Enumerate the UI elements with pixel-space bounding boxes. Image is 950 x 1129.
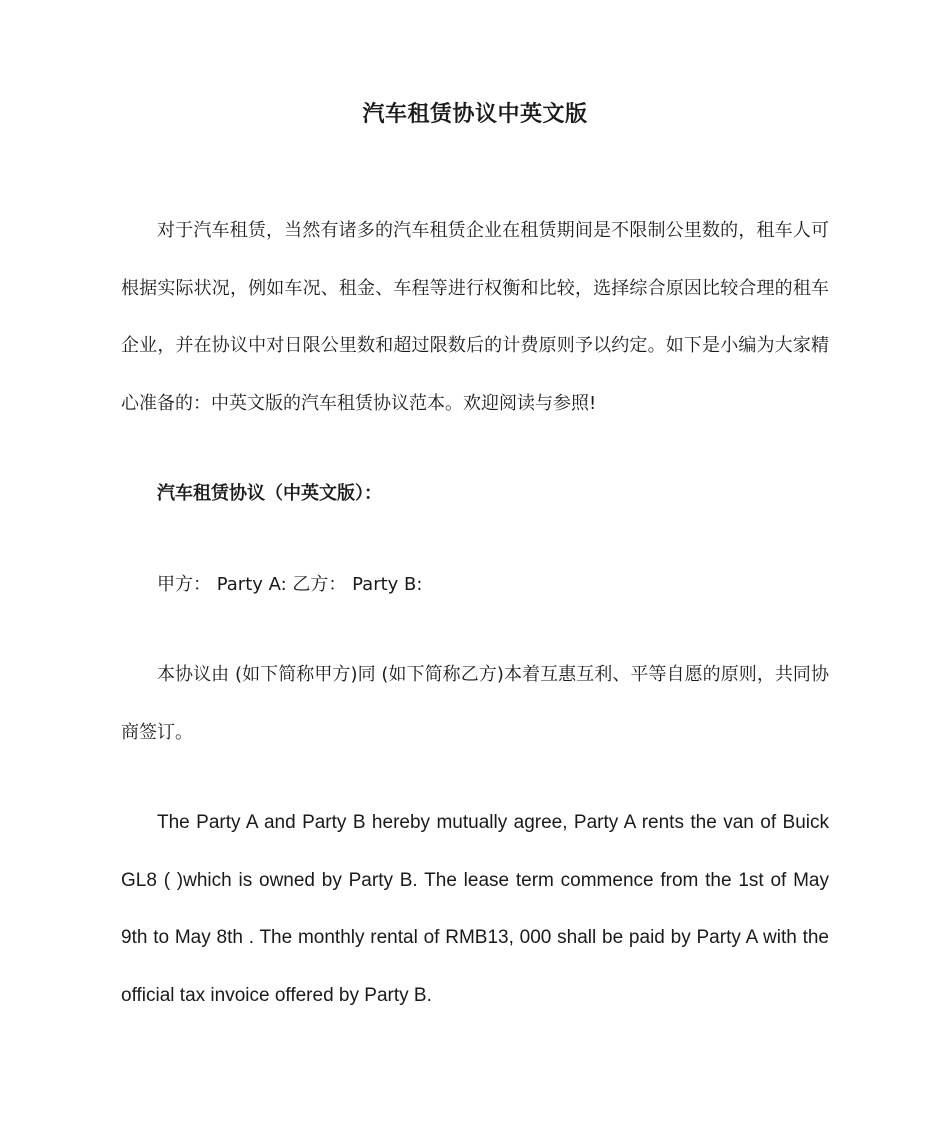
document-title: 汽车租赁协议中英文版	[362, 102, 588, 127]
parties-line: 甲方： Party A: 乙方： Party B:	[157, 573, 423, 595]
agreement-paragraph-cn: 本协议由 (如下简称甲方)同 (如下简称乙方)本着互惠互利、平等自愿的原则，共同协商签订。	[121, 664, 829, 743]
intro-paragraph: 对于汽车租赁，当然有诸多的汽车租赁企业在租赁期间是不限制公里数的，租车人可根据实际状况，例如车况、租金、车程等进行权衡和比较，选择综合原因比较合理的租车企业，并在协议中对日限公里数和超过限数后的计费原则予以约定。如下是小编为大家精心准备的：中英文版的汽车租赁协议范本。欢迎阅读与参照!	[121, 220, 829, 414]
section-heading: 汽车租赁协议（中英文版）：	[157, 483, 382, 504]
document-body	[121, 202, 829, 1024]
agreement-paragraph-en: The Party A and Party B hereby mutually agree, Party A rents the van of Buick GL8 ( )which is owned by Party B. The lease term commence from the 1st of May 9th to May 8th . The monthly rental of RMB13, 000 shall be paid by Party A with the official tax invoice offered by Party B.	[121, 812, 829, 1006]
